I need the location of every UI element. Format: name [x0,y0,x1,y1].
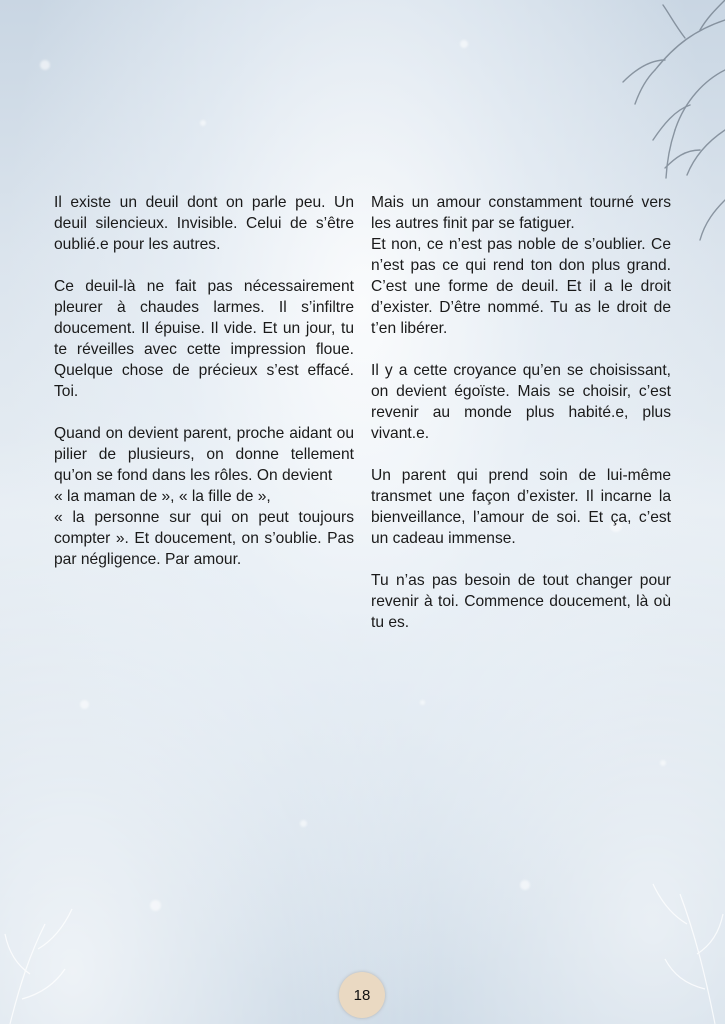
left-text-column [54,192,354,591]
paragraph: Ce deuil-là ne fait pas nécessairement pleurer à chaudes larmes. Il s’infiltre doucement. Il épuise. Il vide. Et un jour, tu te réveilles avec cette impression floue. Quelque chose de précieux s’est effacé. Toi. [54,278,354,400]
paragraph: Il y a cette croyance qu’en se choisissant, on devient égoïste. Mais se choisir, c’est revenir au monde plus habité.e, plus vivant.e. [371,362,671,442]
page-number-badge [339,972,385,1018]
paragraph: Un parent qui prend soin de lui-même transmet une façon d’exister. Il incarne la bienveillance, l’amour de soi. Et ça, c’est un cadeau immense. [371,467,671,547]
right-text-column [371,192,671,654]
paragraph: Quand on devient parent, proche aidant ou pilier de plusieurs, on donne tellement qu’on se fond dans les rôles. On devient « la maman de », « la fille de », « la personne sur qui on peut toujours compter ». Et doucement, on s’oublie. Pas par négligence. Par amour. [54,425,354,568]
paragraph: Il existe un deuil dont on parle peu. Un deuil silencieux. Invisible. Celui de s’être oublié.e pour les autres. [54,194,354,253]
page-number: 18 [353,986,371,1004]
paragraph: Mais un amour constamment tourné vers les autres finit par se fatiguer. Et non, ce n’est pas noble de s’oublier. Ce n’est pas ce qui rend ton don plus grand. C’est une forme de deuil. Et il a le droit d’exister. D’être nommé. Tu as le droit de t’en libérer. [371,194,671,337]
paragraph: Tu n’as pas besoin de tout changer pour revenir à toi. Commence doucement, là où tu es. [371,572,671,631]
frost-branch-left-decoration [0,824,120,1024]
frost-branch-right-decoration [585,764,725,1024]
